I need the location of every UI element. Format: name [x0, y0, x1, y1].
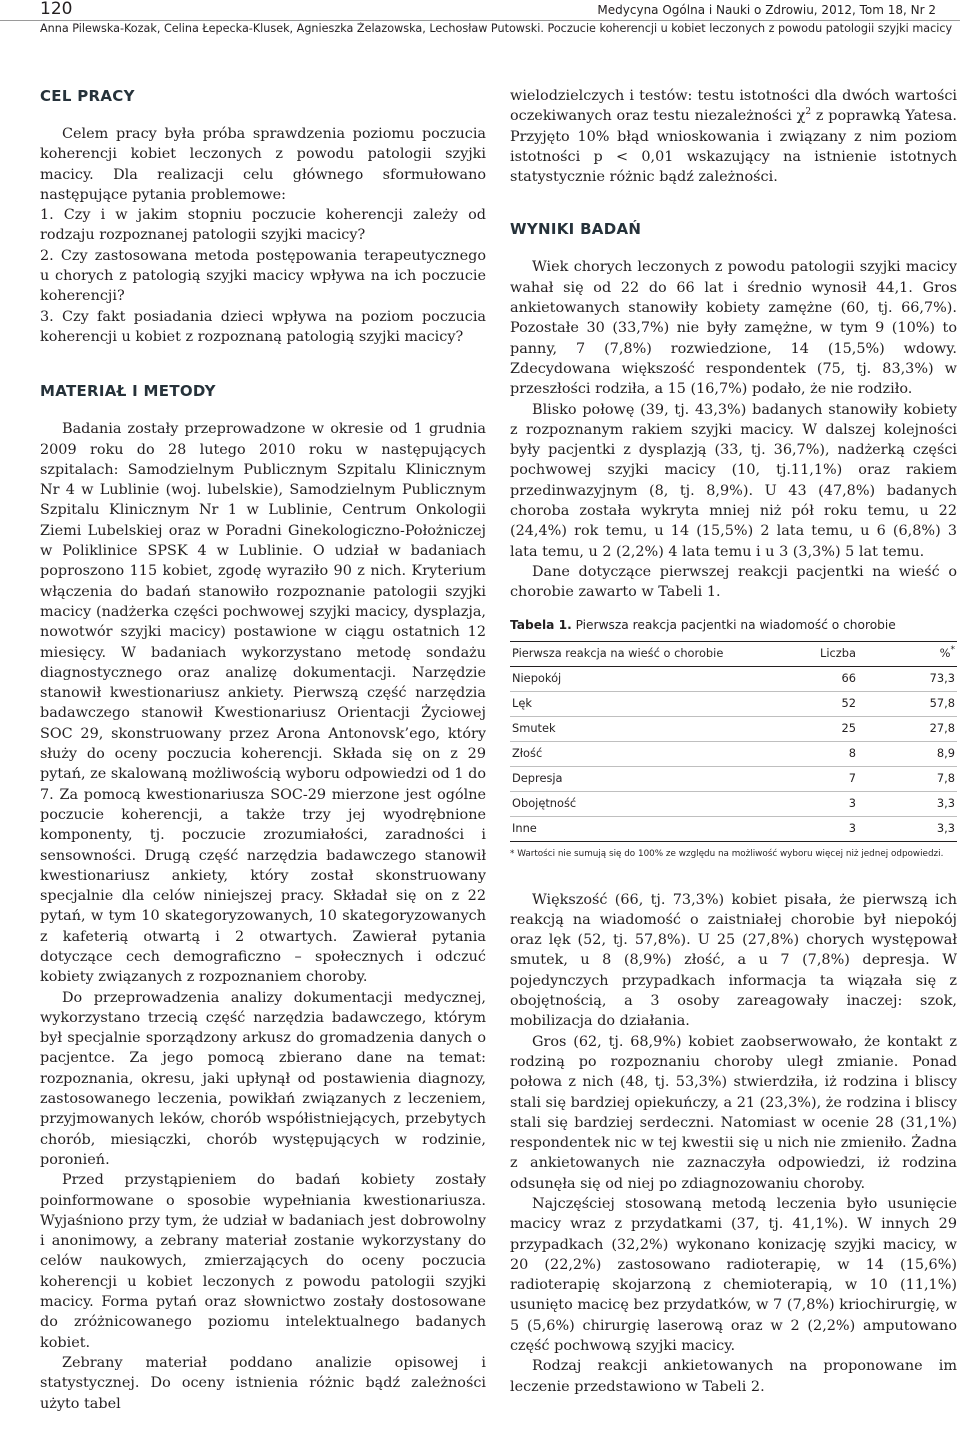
table-cell: 3,3	[936, 821, 955, 836]
table-cell: 57,8	[929, 696, 955, 711]
table-cell: 25	[841, 721, 856, 736]
table-cell: 8	[848, 746, 856, 761]
table-header-row	[510, 641, 957, 666]
table-cell: 52	[841, 696, 856, 711]
text-run: z poprawką Yatesa. Przyjęto 10% błąd wnioskowania i związany z nim poziom istotności p < 0,01 wskazujący na istnienie istotnych statystycznie różnic bądź zależności.	[510, 108, 957, 186]
paragraph: Blisko połowę (39, tj. 43,3%) badanych stanowiły kobiety z rozpoznanym rakiem szyjki macicy. W dalszej kolejności były pacjentki z dysplazją (33, tj. 36,7%), nadżerką części pochwowej szyjki macicy (10, tj.11,1%) oraz rakiem przedinwazyjnym (8, tj. 8,9%). U 43 (47,8%) badanych choroba została wykryta mniej niż pół roku temu, u 22 (24,4%) rok temu, u 14 (15,5%) 2 lata temu, u 6 (6,8%) 3 lata temu, u 2 (2,2%) 4 lata temu i u 3 (3,3%) 5 lat temu.	[510, 401, 957, 560]
table-cell: Lęk	[512, 696, 532, 711]
table-cell: Obojętność	[512, 796, 577, 811]
table-cell: Inne	[512, 821, 537, 836]
page-number: 120	[40, 0, 73, 19]
table-cell: Depresja	[512, 771, 563, 786]
paragraph: Badania zostały przeprowadzone w okresie od 1 grudnia 2009 roku do 28 lutego 2010 roku w następujących szpitalach: Samodzielnym Publicznym Szpitalu Klinicznym Nr 4 w Lublinie (woj. lubelskie), Samodzielnym Publicznym Szpitalu Klinicznym Nr 1 w Lublinie, Centrum Onkologii Ziemi Lubelskiej oraz w Poradni Ginekologiczno-Położniczej w Poliklinice SPSK 4 w Lublinie. O udział w badaniach poproszono 115 kobiet, zgodę wyraziło 90 z nich. Kryterium włączenia do badań stanowiło rozpoznanie patologii szyjki macicy (nadżerka części pochwowej szyjki macicy, dysplazja, nowotwór szyjki macicy) postawione w ciągu ostatnich 12 miesięcy. W badaniach wykorzystano metodę sondażu diagnostycznego oraz analizę dokumentacji. Narzędzie stanowił kwestionariusz ankiety. Pierwszą część narzędzia badawczego stanowił Kwestionariusz Orientacji Życiowej SOC 29, skonstruowany przez Arona Antonovsk’ego, który służy do oceny poczucia koherencji. Składa się on z 29 pytań, ze skalowaną możliwością wyboru odpowiedzi od 1 do 7. Za pomocą kwestionariusza SOC-29 mierzone jest ogólne poczucie koherencji, a także trzy jej wyodrębnione komponenty, tj. poczucie zrozumiałości, zaradności i sensowności. Drugą część narzędzia badawczego stanowił kwestionariusz ankiety, który został skonstruowany specjalnie dla celów niniejszej pracy. Składał się on z 22 pytań, w tym 10 skategoryzowanych, 10 skategoryzowanych z kafeterią otwartą i 2 otwartych. Zawierał pytania dotyczące cech demograficzno – społecznych i odczuć kobiety związanych z rozpoznaniem choroby.	[40, 421, 486, 986]
paragraph: Gros (62, tj. 68,9%) kobiet zaobserwowało, że kontakt z rodziną po rozpoznaniu choroby uległ zmianie. Ponad połowa z nich (48, tj. 53,3%) stwierdziła, iż rodzina i bliscy stali się bardziej opiekuńczy, a 21 (23,3%), że rodzina i bliscy stali się bardziej serdeczni. Natomiast w ocenie 28 (31,1%) respondentek nic w tej kwestii się u nich nie zmieniło. Żadna z ankietowanych nie zaznaczyła odpowiedzi, iż rodzina odsunęła się od niej po zdiagnozowaniu choroby.	[510, 1033, 957, 1192]
paragraph: Celem pracy była próba sprawdzenia poziomu poczucia koherencji kobiet leczonych z powodu patologii szyjki macicy. Dla realizacji celu głównego sformułowano następujące pytania problemowe:	[40, 126, 486, 203]
table-caption	[510, 617, 957, 633]
header-divider	[0, 20, 960, 21]
table-caption-label: Tabela 1.	[510, 617, 572, 632]
table-cell: 27,8	[929, 721, 955, 736]
footnote-marker: *	[950, 645, 955, 656]
paragraph: Najczęściej stosowaną metodą leczenia było usunięcie macicy wraz z przydatkami (37, tj. 41,1%). W innych 29 przypadkach (32,2%) wykonano konizację szyjki macicy, w 20 (22,2%) zastosowano radioterapię, w 14 (15,6%) radioterapię skojarzoną z chemioterapią, w 10 (11,1%) usunięto macicę bez przydatków, w 7 (7,8%) kriochirurgię, w 5 (5,6%) chirurgię laserową oraz w 2 (2,2%) amputowano część pochwową szyjki macicy.	[510, 1195, 957, 1355]
right-column	[510, 86, 957, 1397]
data-table	[510, 641, 957, 842]
paragraph: Większość (66, tj. 73,3%) kobiet pisała, że pierwszą ich reakcją na wiadomość o zaistniałej chorobie był niepokój oraz lęk (52, tj. 57,8%). U 25 (27,8%) chorych występował smutek, u 8 (8,9%) złość, a u 7 (7,8%) depresja. W pojedynczych przypadkach informacja ta wiązała się z obojętnością, a 3 osoby zareagowały inaczej: szok, mobilizacja do działania.	[510, 891, 957, 1030]
question-item: 1. Czy i w jakim stopniu poczucie koherencji zależy od rodzaju rozpoznanej patologii szyjki macicy?	[40, 207, 486, 244]
table-caption-text: Pierwsza reakcja pacjentki na wiadomość o chorobie	[571, 617, 896, 632]
question-item: 2. Czy zastosowana metoda postępowania terapeutycznego u chorych z patologią szyjki macicy wpływa na ich poczucie koherencji?	[40, 247, 486, 305]
table-cell: 8,9	[936, 746, 955, 761]
table-cell: 7,8	[936, 771, 955, 786]
table-1	[510, 617, 957, 860]
table-cell: 66	[841, 671, 856, 686]
column-header-text: %	[939, 646, 951, 661]
table-row	[510, 741, 957, 766]
page-header	[0, 0, 960, 19]
paragraph-continued	[510, 86, 957, 187]
table-cell: 3	[848, 821, 856, 836]
section-heading-cel-pracy: CEL PRACY	[40, 87, 135, 105]
paragraph: Rodzaj reakcji ankietowanych na proponowane im leczenie przedstawiono w Tabeli 2.	[510, 1358, 957, 1395]
question-item: 3. Czy fakt posiadania dzieci wpływa na poziom poczucia koherencji u kobiet z rozpoznaną patologią szyjki macicy?	[40, 308, 486, 345]
paragraph: Wiek chorych leczonych z powodu patologii szyjki macicy wahał się od 22 do 66 lat i średnio wynosił 44,1. Gros ankietowanych stanowiły kobiety zamężne (60, tj. 66,7%). Pozostałe 30 (33,7%) nie były zamężne, w tym 9 (10%) to panny, 7 (7,8%) rozwiedzione, 14 (15,5%) wdowy. Zdecydowana większość respondentek (75, tj. 83,3%) w przeszłości rodziła, a 15 (16,7%) podało, że nie rodziło.	[510, 259, 957, 398]
table-cell: 3	[848, 796, 856, 811]
section-heading-material-i-metody: MATERIAŁ I METODY	[40, 382, 216, 401]
column-header: Liczba	[820, 646, 856, 661]
running-head-authors-title: Anna Pilewska-Kozak, Celina Łepecka-Klusek, Agnieszka Żelazowska, Lechosław Putowski. Poczucie koherencji u kobiet leczonych z powodu patologii szyjki macicy	[40, 22, 953, 35]
section-heading-wyniki-badan: WYNIKI BADAŃ	[510, 220, 642, 239]
paragraph: Zebrany materiał poddano analizie opisowej i statystycznej. Do oceny istnienia różnic bądź zależności użyto tabel	[40, 1354, 486, 1412]
journal-title: Medycyna Ogólna i Nauki o Zdrowiu, 2012, Tom 18, Nr 2	[597, 3, 936, 17]
table-row	[510, 766, 957, 791]
table-cell: 7	[848, 771, 856, 786]
table-row	[510, 816, 957, 841]
paragraph: Dane dotyczące pierwszej reakcji pacjentki na wieść o chorobie zawarto w Tabeli 1.	[510, 563, 957, 601]
left-column	[40, 86, 486, 1414]
paragraph: Do przeprowadzenia analizy dokumentacji medycznej, wykorzystano trzecią część narzędzia badawczego, którym był specjalnie sporządzony arkusz do gromadzenia danych o pacjentce. Za jego pomocą zbierano dane na temat: rozpoznania, okresu, jaki upłynął od postawienia diagnozy, zastosowanego leczenia, powikłań związanych z leczeniem, przyjmowanych leków, chorób współistniejących, przebytych chorób, miesiączki, chorób występujących w rodzinie, poronień.	[40, 989, 486, 1168]
table-row	[510, 716, 957, 741]
text-run: wielodzielczych i testów: testu istotności dla dwóch wartości oczekiwanych oraz testu niezależności χ	[510, 88, 957, 125]
column-header	[858, 641, 957, 666]
table-row	[510, 666, 957, 691]
table-footnote: * Wartości nie sumują się do 100% ze względu na możliwość wyboru więcej niż jednej odpowiedzi.	[510, 848, 944, 859]
table-cell: Niepokój	[512, 671, 562, 686]
table-cell: 73,3	[929, 671, 955, 686]
table-row	[510, 791, 957, 816]
table-row	[510, 691, 957, 716]
paragraph: Przed przystąpieniem do badań kobiety zostały poinformowane o sposobie wypełniania kwestionariusza. Wyjaśniono przy tym, że udział w badaniach jest dobrowolny i anonimowy, a zebrany materiał zostanie wykorzystany do celów naukowych, zmierzających do oceny poczucia koherencji u kobiet leczonych z powodu patologii szyjki macicy. Forma pytań oraz słownictwo zostały dostosowane do zróżnicowanego poziomu intelektualnego badanych kobiet.	[40, 1172, 486, 1351]
table-cell: 3,3	[936, 796, 955, 811]
column-header: Pierwsza reakcja na wieść o chorobie	[512, 646, 724, 661]
chi-square-superscript: 2	[805, 107, 812, 118]
table-cell: Smutek	[512, 721, 556, 736]
table-cell: Złość	[512, 746, 543, 761]
